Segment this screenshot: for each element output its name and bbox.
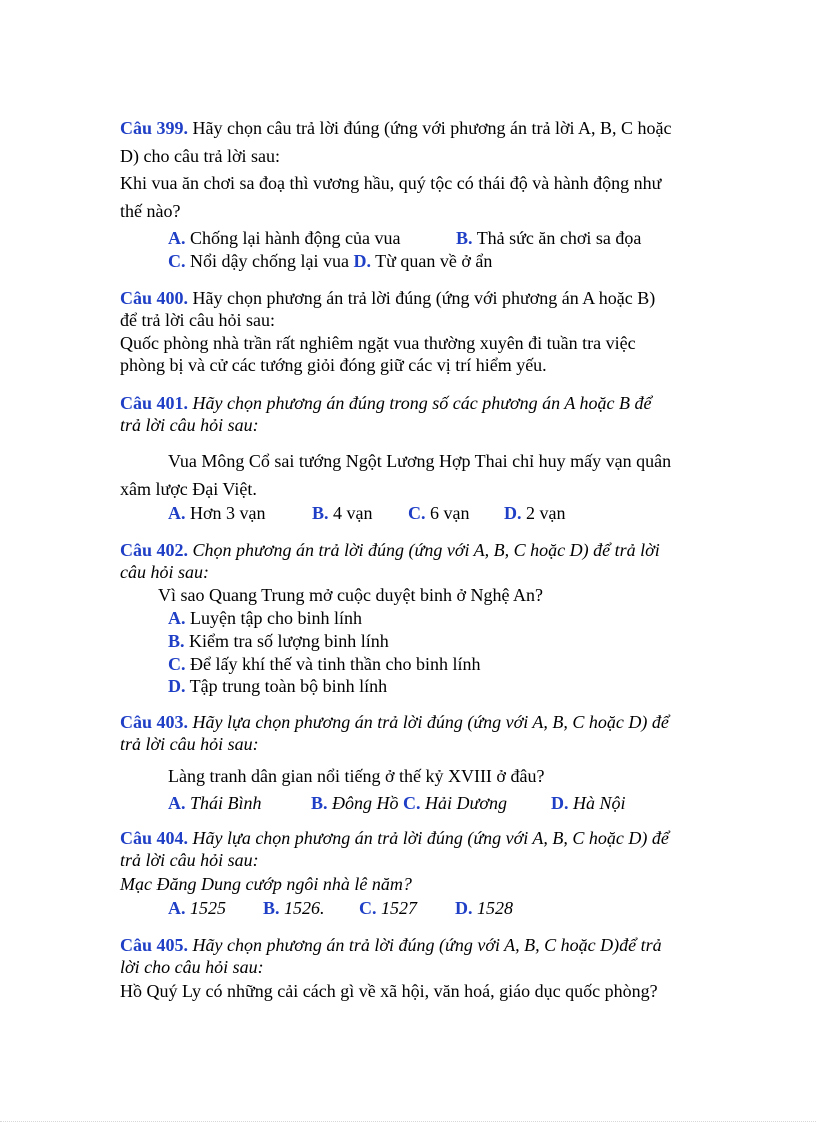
option-c: C. 1527 xyxy=(359,898,417,918)
question-prompt-line: lời cho câu hỏi sau: xyxy=(120,957,264,977)
question-number: Câu 405. xyxy=(120,935,189,955)
question-stem-line: xâm lược Đại Việt. xyxy=(120,479,257,499)
option-c: C. Để lấy khí thế và tinh thần cho binh lính xyxy=(168,654,481,674)
question-stem: Mạc Đăng Dung cướp ngôi nhà lê năm? xyxy=(120,874,412,894)
question-prompt: Câu 405. Hãy chọn phương án trả lời đúng (ứng với A, B, C hoặc D)để trả xyxy=(120,935,662,955)
question-number: Câu 400. xyxy=(120,288,189,308)
question-prompt-line: trả lời câu hỏi sau: xyxy=(120,734,259,754)
question-number: Câu 399. xyxy=(120,118,189,138)
question-number: Câu 403. xyxy=(120,712,189,732)
question-prompt-line: D) cho câu trả lời sau: xyxy=(120,146,280,166)
option-c: C. 6 vạn xyxy=(408,503,470,523)
question-prompt-line: trả lời câu hỏi sau: xyxy=(120,850,259,870)
option-b: B. Kiểm tra số lượng binh lính xyxy=(168,631,389,651)
option-c-d: C. Nổi dậy chống lại vua D. Từ quan về ở ẩn xyxy=(168,251,493,271)
question-prompt: Câu 404. Hãy lựa chọn phương án trả lời đúng (ứng với A, B, C hoặc D) để xyxy=(120,828,669,848)
question-stem: Vua Mông Cổ sai tướng Ngột Lương Hợp Thai chỉ huy mấy vạn quân xyxy=(168,451,672,471)
option-d: D. Hà Nội xyxy=(551,793,626,813)
question-number: Câu 404. xyxy=(120,828,189,848)
question-stem: Làng tranh dân gian nổi tiếng ở thế kỷ XVIII ở đâu? xyxy=(168,766,545,786)
question-prompt: Câu 402. Chọn phương án trả lời đúng (ứng với A, B, C hoặc D) để trả lời xyxy=(120,540,660,560)
question-prompt: Câu 403. Hãy lựa chọn phương án trả lời đúng (ứng với A, B, C hoặc D) để xyxy=(120,712,669,732)
option-d: D. 2 vạn xyxy=(504,503,566,523)
question-prompt: Câu 399. Hãy chọn câu trả lời đúng (ứng với phương án trả lời A, B, C hoặc xyxy=(120,118,672,138)
question-prompt: Câu 401. Hãy chọn phương án đúng trong số các phương án A hoặc B để xyxy=(120,393,652,413)
question-prompt-line: câu hỏi sau: xyxy=(120,562,209,582)
question-stem: Hồ Quý Ly có những cải cách gì về xã hội, văn hoá, giáo dục quốc phòng? xyxy=(120,981,658,1001)
question-prompt-line: trả lời câu hỏi sau: xyxy=(120,415,259,435)
option-a: A. Luyện tập cho binh lính xyxy=(168,608,362,628)
question-prompt-line: để trả lời câu hỏi sau: xyxy=(120,310,275,330)
question-stem: Khi vua ăn chơi sa đoạ thì vương hầu, quý tộc có thái độ và hành động như xyxy=(120,173,662,193)
option-d: D. 1528 xyxy=(455,898,513,918)
option-d: D. Tập trung toàn bộ binh lính xyxy=(168,676,388,696)
option-b-c: B. Đông Hồ C. Hải Dương xyxy=(311,793,507,813)
option-a: A. Hơn 3 vạn xyxy=(168,503,266,523)
question-number: Câu 401. xyxy=(120,393,189,413)
question-stem-line: phòng bị và cử các tướng giỏi đóng giữ các vị trí hiểm yếu. xyxy=(120,355,547,375)
question-stem: Quốc phòng nhà trần rất nghiêm ngặt vua thường xuyên đi tuần tra việc xyxy=(120,333,636,353)
option-b: B. Thả sức ăn chơi sa đọa xyxy=(456,228,642,248)
option-b: B. 4 vạn xyxy=(312,503,373,523)
question-prompt: Câu 400. Hãy chọn phương án trả lời đúng (ứng với phương án A hoặc B) xyxy=(120,288,656,308)
option-a: A. Thái Bình xyxy=(168,793,262,813)
option-a: A. 1525 xyxy=(168,898,226,918)
page-edge-divider xyxy=(0,1121,816,1122)
question-stem-line: thế nào? xyxy=(120,201,181,221)
option-b: B. 1526. xyxy=(263,898,325,918)
question-stem: Vì sao Quang Trung mở cuộc duyệt binh ở Nghệ An? xyxy=(158,585,544,605)
question-number: Câu 402. xyxy=(120,540,189,560)
option-a: A. Chống lại hành động của vua xyxy=(168,228,401,248)
